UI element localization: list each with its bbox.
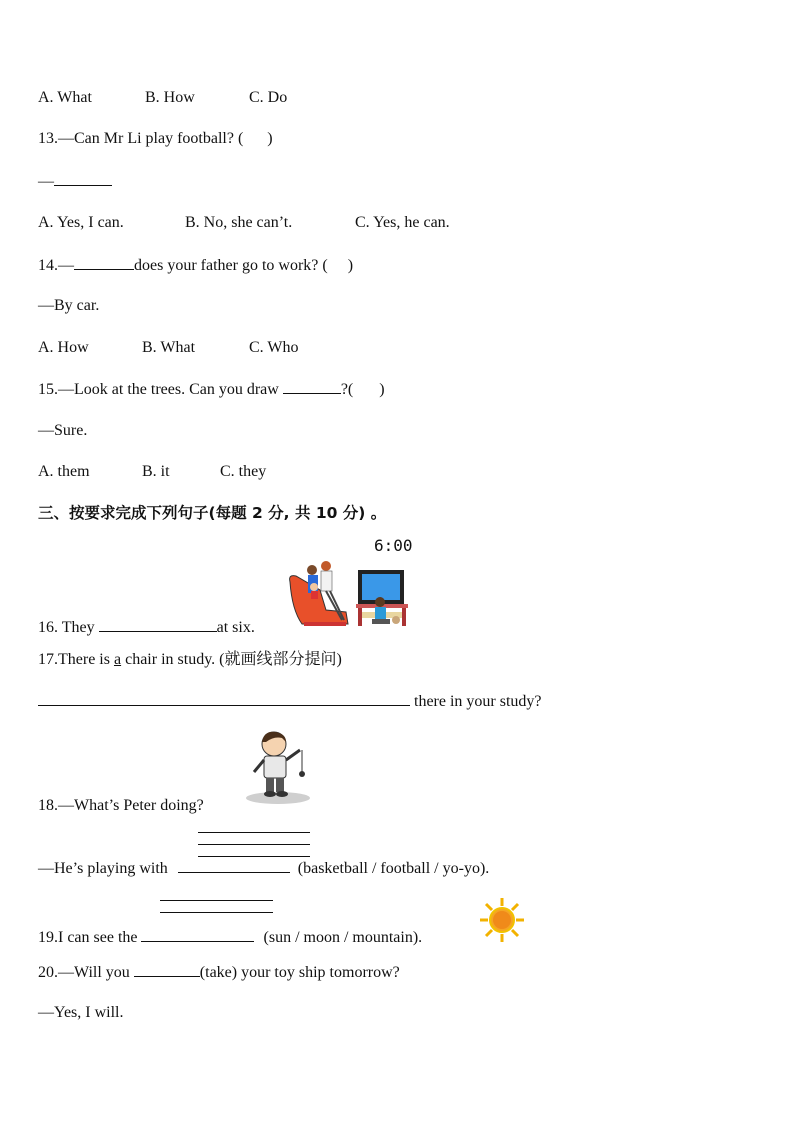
q18-choices: (basketball / football / yo-yo). xyxy=(297,860,490,877)
q16-suffix: at six. xyxy=(216,619,255,636)
q20-line xyxy=(38,962,400,983)
q15-rest: ?( xyxy=(340,381,354,398)
q14-option-c: C. Who xyxy=(249,339,299,356)
q13-option-b: B. No, she can’t. xyxy=(185,214,293,231)
q13-paren-close: ) xyxy=(267,130,273,147)
q15-option-a: A. them xyxy=(38,463,90,480)
q17-answer-line xyxy=(38,691,542,712)
q17-rest: chair in study. (就画线部分提问) xyxy=(125,651,342,668)
q13-question-text: 13.—Can Mr Li play football? ( xyxy=(38,130,244,147)
q15-option-b: B. it xyxy=(142,463,170,480)
q14-prefix: 14.— xyxy=(38,257,74,274)
q17-underlined-word: a xyxy=(113,651,122,668)
q15-options xyxy=(38,462,266,482)
q13-answer-line xyxy=(38,171,112,192)
q15-option-c: C. they xyxy=(220,463,267,480)
q13-option-a: A. Yes, I can. xyxy=(38,214,124,231)
q15-blank[interactable] xyxy=(283,379,341,394)
q17-answer-blank[interactable] xyxy=(38,691,410,706)
q13-answer-dash: — xyxy=(38,173,54,190)
q13-question xyxy=(38,129,273,149)
q20-prefix: 20.—Will you xyxy=(38,964,130,981)
q19-choices: (sun / moon / mountain). xyxy=(263,929,423,946)
sun-icon xyxy=(478,896,526,944)
boy-playing-yoyo-illustration xyxy=(244,728,314,808)
q12-option-b: B. How xyxy=(145,89,195,106)
q14-blank[interactable] xyxy=(74,255,134,270)
q13-option-c: C. Yes, he can. xyxy=(355,214,450,231)
q20-answer: —Yes, I will. xyxy=(38,1004,124,1021)
q17-line xyxy=(38,650,342,670)
q16-line xyxy=(38,617,255,638)
q18-question: 18.—What’s Peter doing? xyxy=(38,797,204,814)
q12-option-a: A. What xyxy=(38,89,92,106)
q15-answer: —Sure. xyxy=(38,422,88,439)
q14-paren-close: ) xyxy=(347,257,354,274)
q13-answer-blank[interactable] xyxy=(54,171,112,186)
q19-line xyxy=(38,927,422,948)
q20-rest: (take) your toy ship tomorrow? xyxy=(199,964,400,981)
family-watching-tv-illustration xyxy=(286,560,414,630)
q15-prefix: 15.—Look at the trees. Can you draw xyxy=(38,381,279,398)
q18-answer-prefix: —He’s playing with xyxy=(38,860,168,877)
q15-question xyxy=(38,379,385,400)
q19-prefix: 19.I can see the xyxy=(38,929,138,946)
q20-blank[interactable] xyxy=(134,962,200,977)
q14-option-b: B. What xyxy=(142,339,196,356)
q12-options xyxy=(38,88,287,108)
q16-prefix: 16. They xyxy=(38,619,95,636)
q14-options xyxy=(38,338,298,358)
q14-option-a: A. How xyxy=(38,339,89,356)
q15-paren-close: ) xyxy=(379,381,385,398)
q14-rest: does your father go to work? ( xyxy=(134,257,328,274)
q17-answer-suffix: there in your study? xyxy=(414,693,542,710)
q19-blank[interactable] xyxy=(141,927,254,942)
q18-answer-line xyxy=(38,858,489,879)
q16-clock-time: 6:00 xyxy=(374,536,413,555)
q17-prefix: 17.There is xyxy=(38,651,110,668)
q19-answer-lines[interactable] xyxy=(160,900,273,924)
q18-answer-blank[interactable] xyxy=(178,858,290,873)
section-3-heading: 三、按要求完成下列句子(每题 2 分, 共 10 分) 。 xyxy=(38,504,387,522)
q16-blank[interactable] xyxy=(99,617,217,632)
q14-question xyxy=(38,255,353,276)
q13-options xyxy=(38,213,450,233)
q12-option-c: C. Do xyxy=(249,89,288,106)
q14-answer: —By car. xyxy=(38,297,100,314)
